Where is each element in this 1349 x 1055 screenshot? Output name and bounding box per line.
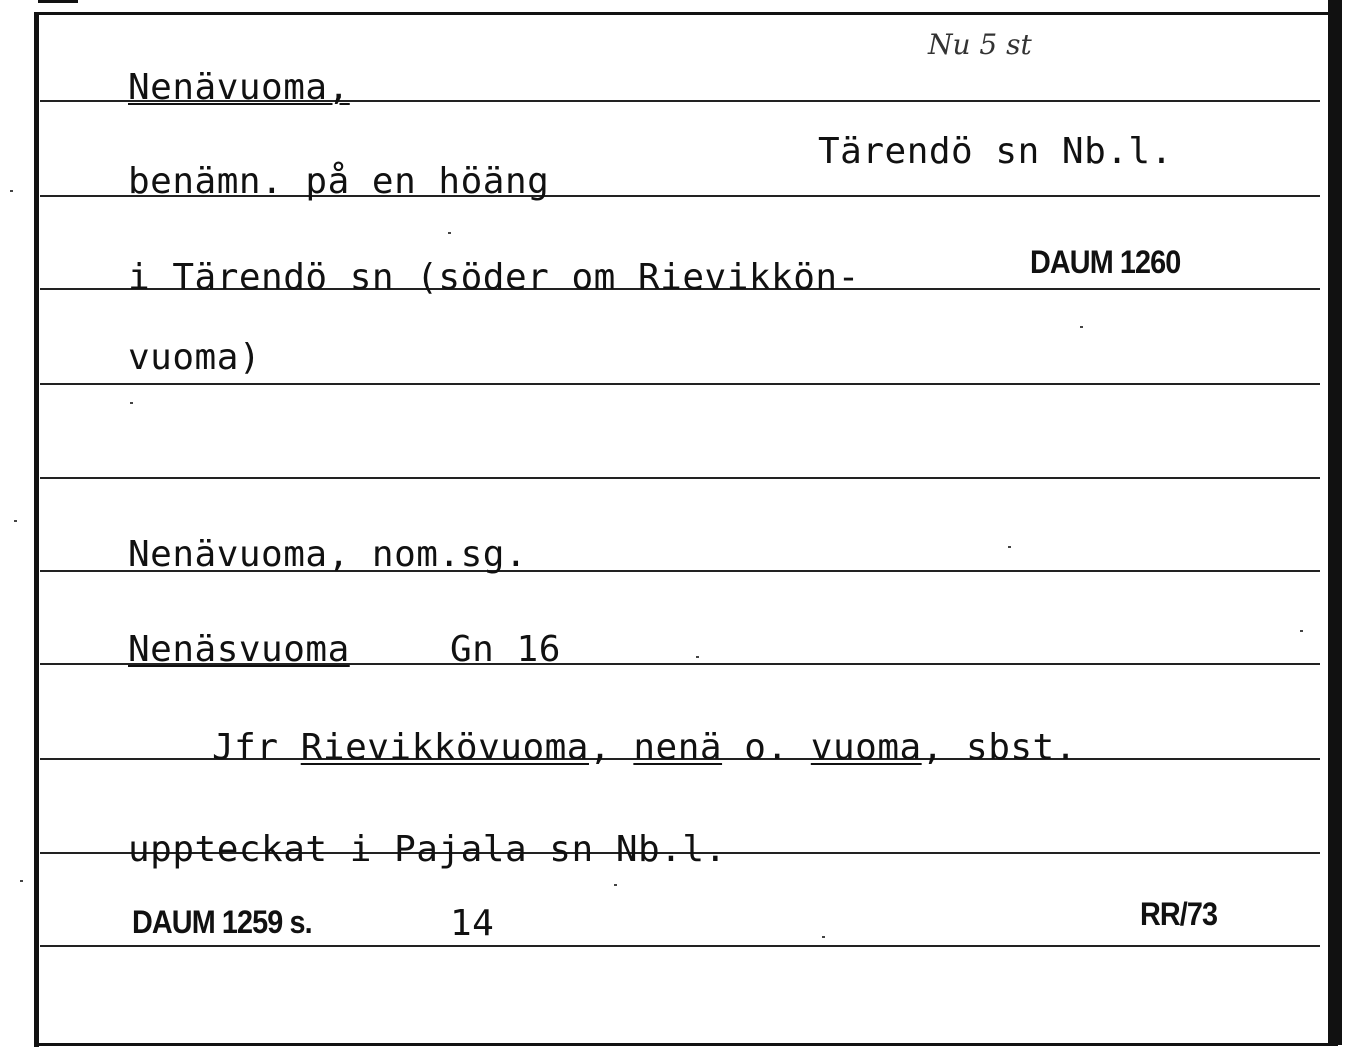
speck (448, 232, 451, 234)
jfr-prefix: Jfr (212, 727, 279, 768)
recorded-note: uppteckat i Pajala sn Nb.l. (128, 829, 727, 870)
page-number: 14 (450, 903, 495, 944)
speck (1008, 546, 1011, 548)
stamp-top: DAUM 1260 (1030, 244, 1181, 280)
description-line-2: i Tärendö sn (söder om Rievikkön- (128, 257, 860, 298)
jfr-link-vuoma: vuoma (810, 727, 922, 768)
card-border-right (1328, 0, 1342, 1045)
form-gn-word: Nenäsvuoma (128, 629, 350, 670)
jfr-suffix: , sbst. (921, 727, 1077, 768)
form-nominative: Nenävuoma, nom.sg. (128, 534, 528, 575)
jfr-line (212, 727, 1077, 768)
headword: Nenävuoma, (128, 67, 350, 108)
description-line-1: benämn. på en höäng (128, 161, 550, 202)
speck (1300, 630, 1303, 632)
speck (1080, 326, 1083, 328)
speck (10, 190, 13, 192)
speck (14, 520, 17, 522)
form-gn-ref: Gn 16 (450, 629, 561, 670)
jfr-link-rievikkovuoma: Rievikkövuoma (300, 727, 589, 768)
speck (696, 656, 699, 658)
ruled-line (40, 477, 1320, 479)
speck (20, 880, 23, 882)
ruled-line (40, 945, 1320, 947)
card-border-left (34, 12, 39, 1047)
handwritten-number: Nu 5 st (928, 28, 1032, 61)
speck (130, 402, 133, 404)
card-border-top (38, 12, 1328, 15)
signature-stamp: RR/73 (1140, 896, 1218, 932)
parish-reference: Tärendö sn Nb.l. (818, 131, 1173, 172)
stamp-bottom: DAUM 1259 s. (132, 904, 312, 940)
ruled-line (40, 383, 1320, 385)
jfr-mid: o. (744, 727, 789, 768)
jfr-link-nena: nenä (633, 727, 723, 768)
jfr-separator: , (588, 727, 612, 768)
card-border-bottom (38, 1043, 1338, 1046)
description-line-3: vuoma) (128, 337, 262, 378)
corner-mark (38, 0, 78, 3)
speck (614, 884, 617, 886)
speck (822, 936, 825, 938)
